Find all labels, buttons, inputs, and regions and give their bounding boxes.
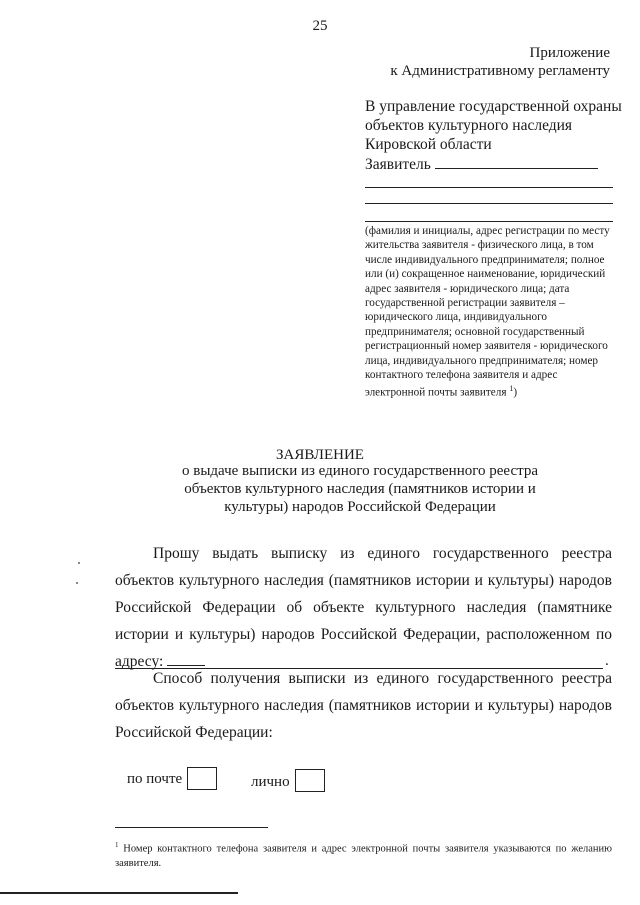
option-by-mail-label: по почте	[127, 771, 183, 787]
address-period: .	[605, 653, 609, 669]
appendix-header	[390, 44, 610, 80]
address-field-inline[interactable]	[167, 651, 205, 666]
addressee-line-2: объектов культурного наследия	[365, 117, 573, 134]
footnote-separator	[115, 827, 268, 828]
footnote-text: Номер контактного телефона заявителя и адрес электронной почты заявителя указываются по желанию заявителя.	[115, 843, 612, 869]
appendix-line-1: Приложение	[529, 45, 610, 61]
addressee-line-1: В управление государственной охраны	[365, 98, 622, 115]
applicant-note-text: (фамилия и инициалы, адрес регистрации по месту жительства заявителя - физического лица, в том числе индивидуального предпринимателя; полное или (и) сокращенное наименование, юридический адрес заявителя - юридического лица; дата государственной регистрации заявителя – юридического лица, индивидуального предпринимателя; основной государственный регистрационный номер заявителя - юридического лица, индивидуального предпринимателя; номер контактного телефона заявителя и адрес электронной почты заявителя	[365, 225, 610, 400]
request-text: Прошу выдать выписку из единого государственного реестра объектов культурного наследия (памятников истории и культуры) народов Российской Федерации об объекте культурного наследия (памятнике истории и культуры) народов Российской Федерации, расположенном по адресу:	[115, 545, 612, 670]
addressee-block	[365, 97, 622, 174]
in-person-checkbox[interactable]	[295, 769, 325, 792]
page-number: 25	[312, 18, 328, 34]
footnote	[115, 838, 612, 871]
applicant-label: Заявитель	[365, 156, 431, 173]
scan-artifact-dot	[78, 562, 80, 564]
delivery-method-paragraph	[115, 665, 612, 746]
document-subtitle: о выдаче выписки из единого государственного реестра объектов культурного наследия (памятников истории и культуры) народов Российской Федерации	[181, 463, 538, 515]
scan-artifact-dot	[76, 582, 78, 584]
request-paragraph	[115, 540, 612, 675]
option-by-mail[interactable]	[127, 770, 182, 788]
applicant-field-line-2[interactable]	[365, 203, 613, 204]
applicant-field-line-3[interactable]	[365, 221, 613, 222]
addressee-line-3: Кировской области	[365, 136, 492, 153]
appendix-line-2: к Административному регламенту	[390, 63, 610, 79]
by-mail-checkbox[interactable]	[187, 767, 217, 790]
applicant-note-close: )	[513, 387, 518, 400]
document-title: ЗАЯВЛЕНИЕ	[276, 447, 364, 463]
applicant-field-line-1[interactable]	[365, 187, 613, 188]
applicant-note-footnote-mark: 1	[509, 384, 514, 394]
applicant-note	[365, 224, 615, 401]
option-in-person-label: лично	[251, 774, 290, 790]
delivery-method-text: Способ получения выписки из единого государственного реестра объектов культурного наследия (памятников истории и культуры) народов Российской Федерации:	[115, 670, 612, 741]
scan-edge-line	[0, 892, 238, 894]
footnote-marker: 1	[115, 841, 119, 849]
applicant-name-field[interactable]	[435, 154, 598, 169]
option-in-person[interactable]	[251, 773, 290, 791]
applicant-row	[365, 154, 622, 174]
